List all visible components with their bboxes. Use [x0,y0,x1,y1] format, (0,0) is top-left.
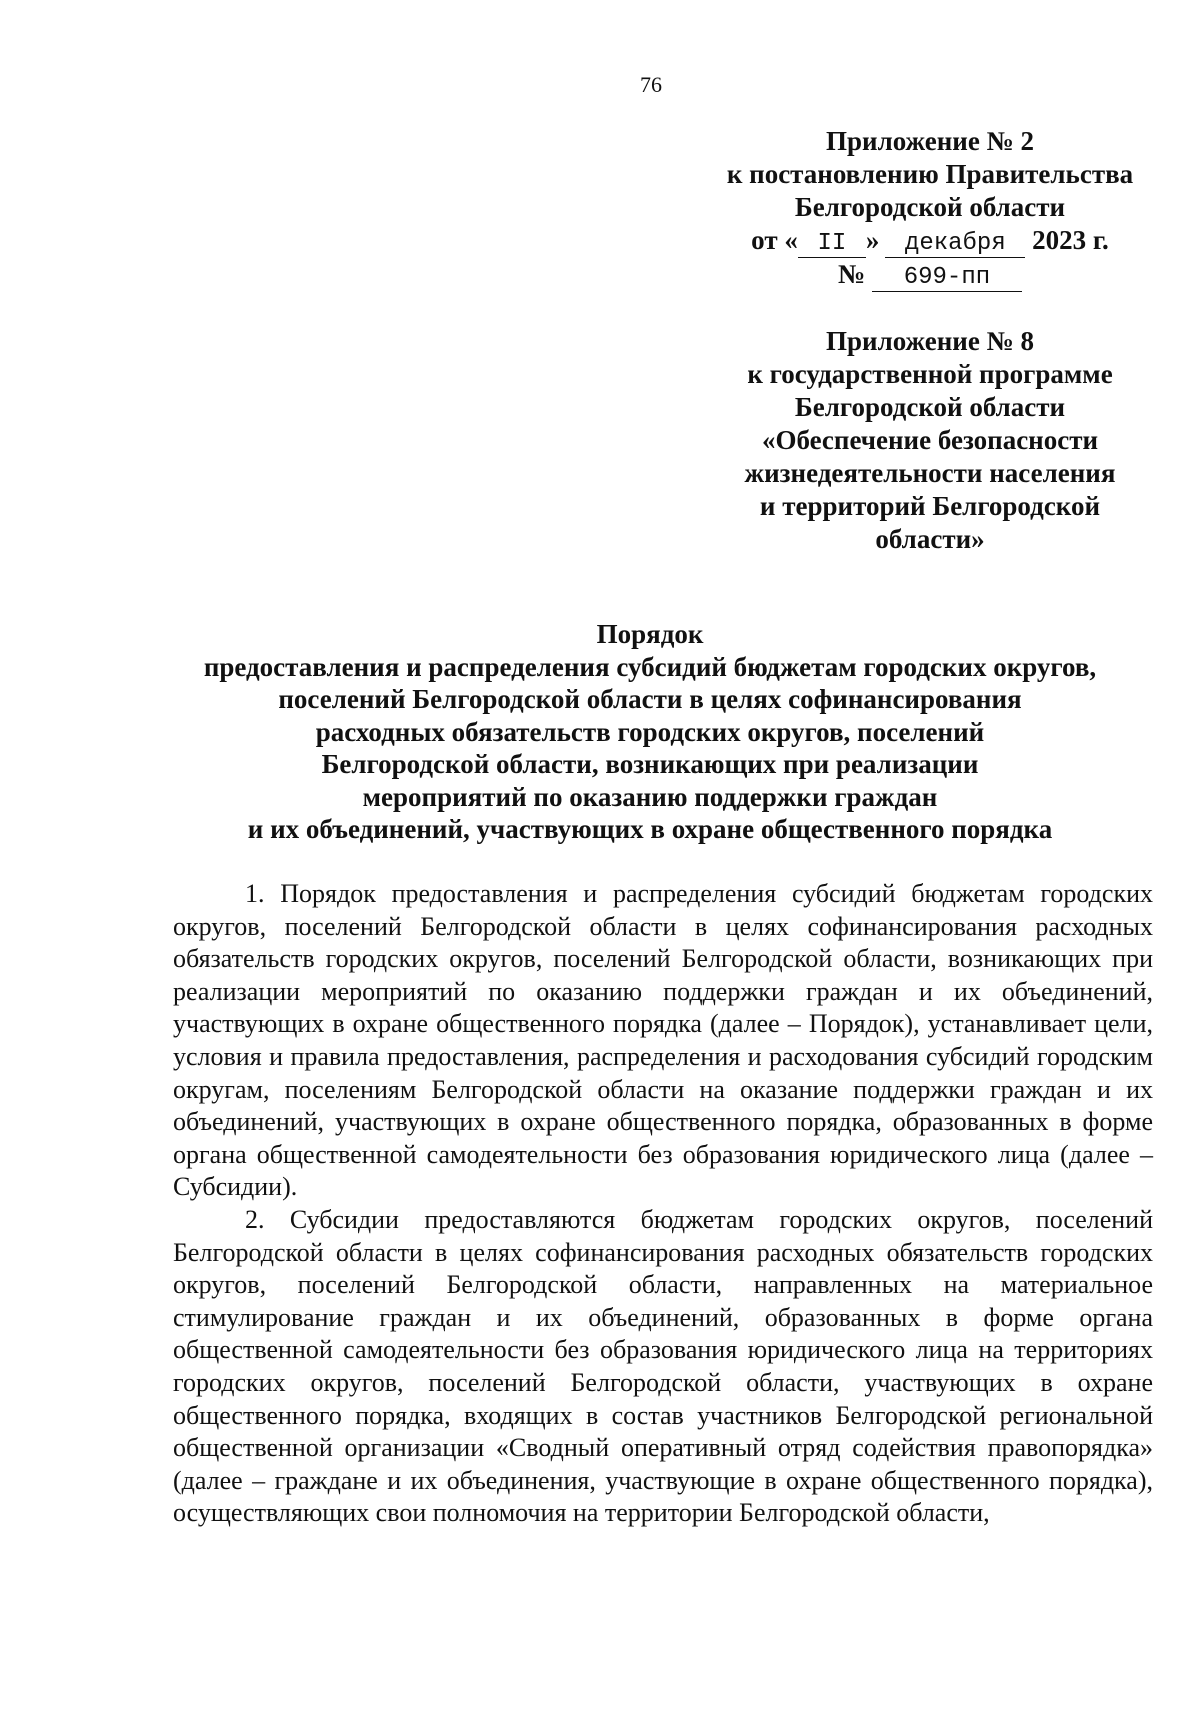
paragraph-2: 2. Субсидии предоставляются бюджетам городских округов, поселений Белгородской области в целях софинансирования расходных обязательств городских округов, поселений Белгородской области, направленных на материальное стимулирование граждан и их объединений, образованных в форме органа общественной самодеятельности без образования юридического лица на территориях городских округов, поселений Белгородской области, участвующих в охране общественного порядка, входящих в состав участников Белгородской региональной общественной организации «Сводный оперативный отряд содействия правопорядка» (далее – граждане и их объединения, участвующие в охране общественного порядка), осуществляющих свои полномочия на территории Белгородской области, [173,1204,1153,1528]
date-day-field: II [798,231,866,258]
title-line: поселений Белгородской области в целях софинансирования [278,684,1022,714]
resolution-date [690,224,1170,258]
date-year: 2023 г. [1032,225,1109,255]
appendix-line: «Обеспечение безопасности [761,425,1099,455]
appendix-title: Приложение № 2 [826,126,1034,156]
appendix-line: к государственной программе [747,359,1113,389]
title-line: предоставления и распределения субсидий бюджетам городских округов, [203,651,1097,682]
appendix-line: области» [875,524,985,554]
document-body [173,878,1153,1530]
appendix-line: к постановлению Правительства [726,159,1134,189]
resolution-number [690,258,1170,292]
appendix-2-header [690,125,1170,292]
paragraph-1: 1. Порядок предоставления и распределения субсидий бюджетам городских округов, поселений Белгородской области в целях софинансирования расходных обязательств городских округов, поселений Белгородской области, возникающих при реализации мероприятий по оказанию поддержки граждан и их объединений, участвующих в охране общественного порядка (далее – Порядок), устанавливает цели, условия и правила предоставления, распределения и расходования субсидий городским округам, поселениям Белгородской области на оказание поддержки граждан и их объединений, участвующих в охране общественного порядка, образованных в форме органа общественной самодеятельности без образования юридического лица (далее – Субсидии). [173,879,1153,1202]
number-field: 699-пп [872,265,1022,292]
appendix-title: Приложение № 8 [826,326,1034,356]
date-mid: » [865,225,880,255]
title-line: Белгородской области, возникающих при реализации [321,749,979,779]
appendix-line: и территорий Белгородской [759,491,1101,521]
title-line: и их объединений, участвующих в охране общественного порядка [247,814,1053,844]
document-title [150,618,1150,846]
title-line: расходных обязательств городских округов, поселений [315,716,985,747]
page-number: 76 [640,72,662,97]
appendix-line: жизнедеятельности населения [744,458,1116,488]
title-line: мероприятий по оказанию поддержки граждан [362,781,938,812]
appendix-line: Белгородской области [794,392,1066,422]
number-prefix: № [838,259,866,289]
appendix-line: Белгородской области [794,192,1066,222]
date-prefix: от « [751,225,798,255]
date-month-field: декабря [885,231,1025,258]
title-heading: Порядок [596,619,704,649]
appendix-8-header [690,325,1170,556]
